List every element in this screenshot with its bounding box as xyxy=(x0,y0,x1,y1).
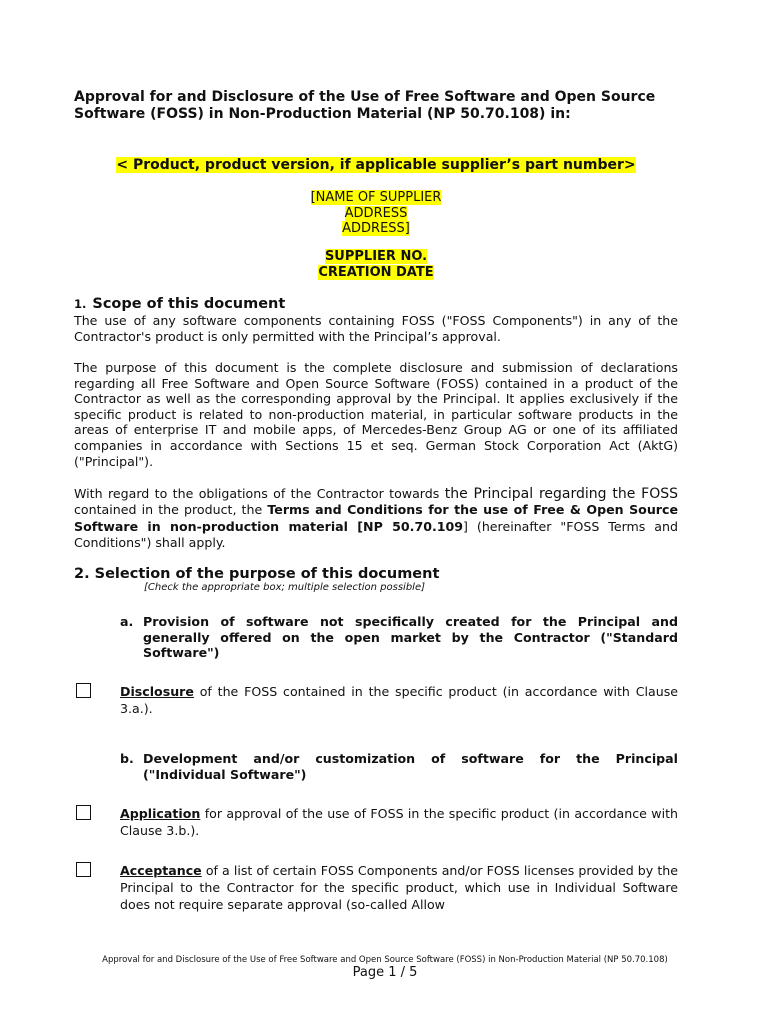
para-3-part-e: (hereinafter "FOSS Terms and Conditions") shall apply. xyxy=(74,518,679,551)
subsection-a-text: Provision of software not specifically created for the Principal and generally offered on the open market by the Contractor ("Standard Software") xyxy=(143,614,678,661)
document-title: Approval for and Disclosure of the Use of Free Software and Open Source Software (FOSS) in Non-Production Material (NP 50.70.108) in: xyxy=(74,89,656,122)
application-checkbox[interactable] xyxy=(76,805,91,820)
creation-date: CREATION DATE xyxy=(318,264,434,280)
subsection-a xyxy=(120,614,678,661)
application-text: for approval of the use of FOSS in the specific product (in accordance with Clause 3.b.). xyxy=(120,806,678,838)
acceptance-checkbox[interactable] xyxy=(76,862,91,877)
acceptance-option xyxy=(120,862,678,913)
disclosure-checkbox[interactable] xyxy=(76,683,91,698)
section-1-title: Scope of this document xyxy=(92,296,286,312)
product-placeholder: < Product, product version, if applicable supplier’s part number> xyxy=(116,157,636,173)
subsection-b-label: b. xyxy=(120,751,134,766)
supplier-name: [NAME OF SUPPLIER xyxy=(310,190,442,205)
para-3-part-a: With regard to the obligations of the Contractor towards xyxy=(74,486,445,501)
footer-text: Approval for and Disclosure of the Use of Free Software and Open Source Software (FOSS) in Non-Production Material (NP 50.70.108) xyxy=(102,955,668,965)
application-label: Application xyxy=(120,806,201,821)
disclosure-option xyxy=(120,683,678,717)
section-1-number: 1. xyxy=(74,297,87,311)
subsection-a-label: a. xyxy=(120,614,134,629)
section-2-heading: 2. Selection of the purpose of this document xyxy=(74,566,440,582)
supplier-address-1: ADDRESS xyxy=(344,205,408,221)
acceptance-label: Acceptance xyxy=(120,863,202,878)
section-1-para-3 xyxy=(74,486,678,552)
para-3-part-b: the Principal regarding the FOSS xyxy=(444,486,679,502)
para-3-part-d: ] xyxy=(463,518,477,534)
supplier-meta xyxy=(74,249,678,280)
supplier-block xyxy=(74,190,678,237)
page-number: Page 1 / 5 xyxy=(352,965,418,980)
selection-note: [Check the appropriate box; multiple selection possible] xyxy=(144,582,426,593)
section-1-heading xyxy=(74,296,285,312)
subsection-b-text: Development and/or customization of software for the Principal ("Individual Software") xyxy=(143,751,678,782)
supplier-number: SUPPLIER NO. xyxy=(324,249,428,264)
section-1-para-1: The use of any software components containing FOSS ("FOSS Components") in any of the Contractor's product is only permitted with the Principal’s approval. xyxy=(74,313,678,344)
application-option xyxy=(120,805,678,839)
subsection-b xyxy=(120,751,678,782)
para-3-part-c: contained in the product, the xyxy=(74,502,268,518)
section-1-para-2: The purpose of this document is the complete disclosure and submission of declarations regarding all Free Software and Open Source Software (FOSS) contained in a product of the Contractor as well as the corresponding approval by the Principal. It applies exclusively if the specific product is related to non-production material, in particular software products in the areas of enterprise IT and mobile apps, of Mercedes-Benz Group AG or one of its affiliated companies in accordance with Sections 15 et seq. German Stock Corporation Act (AktG) ("Principal"). xyxy=(74,360,678,469)
supplier-address-2: ADDRESS] xyxy=(342,221,410,236)
acceptance-text: of a list of certain FOSS Components and/or FOSS licenses provided by the Principal to the Contractor for the specific product, which use in Individual Software does not require separate approval (so-called Allow xyxy=(120,863,678,912)
disclosure-text: of the FOSS contained in the specific product (in accordance with Clause 3.a.). xyxy=(120,684,678,716)
product-line xyxy=(74,156,678,174)
foss-terms-reference: Terms and Conditions for the use of Free & Open Source Software in non-production material [NP 50.70.109 xyxy=(74,502,678,534)
disclosure-label: Disclosure xyxy=(120,684,194,699)
